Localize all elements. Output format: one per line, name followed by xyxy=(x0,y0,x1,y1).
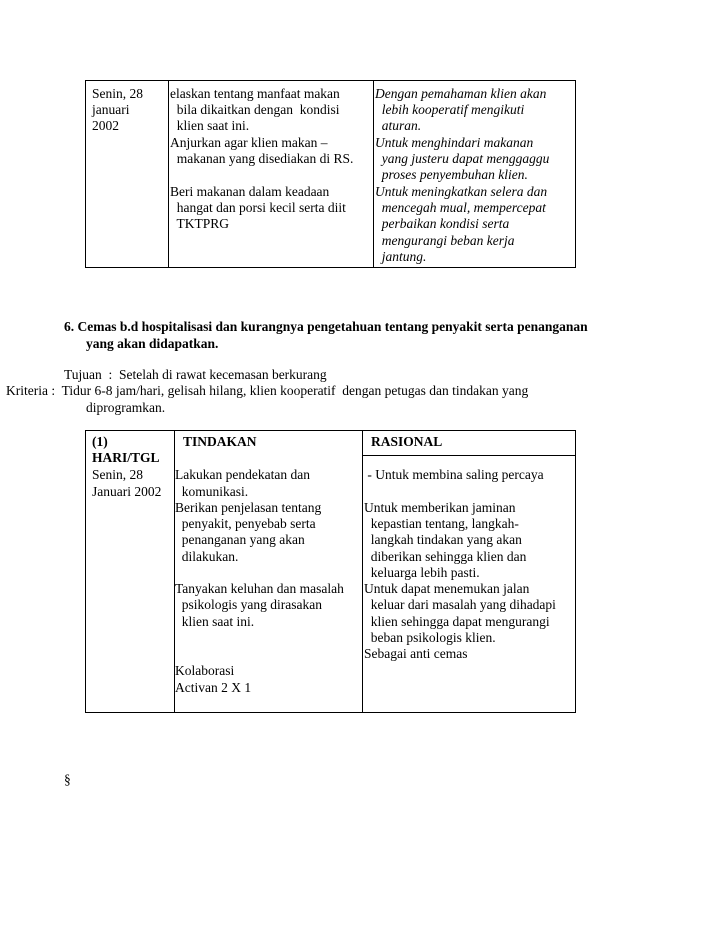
kriteria-line-1: Kriteria : Tidur 6-8 jam/hari, gelisah hilang, klien kooperatif dengan petugas dan tindakan yang xyxy=(6,383,529,398)
rationale-line: kepastian tentang, langkah- xyxy=(364,516,519,531)
table-1-divider-1 xyxy=(168,80,169,268)
rationale-line: yang justeru dapat menggaggu xyxy=(375,151,550,166)
action-line: dilakukan. xyxy=(175,549,239,564)
table-2-divider-2 xyxy=(362,430,363,713)
date-line: 2002 xyxy=(92,118,119,133)
date-line: januari xyxy=(92,102,130,117)
action-line: TKTPRG xyxy=(170,216,230,231)
action-line: komunikasi. xyxy=(175,484,249,499)
rationale-line: beban psikologis klien. xyxy=(364,630,496,645)
header-col3: RASIONAL xyxy=(371,434,443,449)
action-line: Kolaborasi xyxy=(175,663,235,678)
rationale-line: Sebagai anti cemas xyxy=(364,646,468,661)
date-line: Senin, 28 xyxy=(92,86,144,101)
header-col2: TINDAKAN xyxy=(183,434,257,449)
rationale-line: Untuk meningkatkan selera dan xyxy=(375,184,548,199)
action-line: Berikan penjelasan tentang xyxy=(175,500,322,515)
rationale-line: mencegah mual, mempercepat xyxy=(375,200,546,215)
action-line: Tanyakan keluhan dan masalah xyxy=(175,581,344,596)
rationale-line: aturan. xyxy=(375,118,422,133)
date-line: Senin, 28 xyxy=(92,467,144,482)
action-line: klien saat ini. xyxy=(175,614,255,629)
section-6-heading-line-1: 6. Cemas b.d hospitalisasi dan kurangnya pengetahuan tentang penyakit serta penanganan xyxy=(64,319,588,334)
rationale-line: keluarga lebih pasti. xyxy=(364,565,480,580)
rationale-line: lebih kooperatif mengikuti xyxy=(375,102,525,117)
action-line: psikologis yang dirasakan xyxy=(175,597,322,612)
rationale-line: Untuk dapat menemukan jalan xyxy=(364,581,530,596)
action-line: Lakukan pendekatan dan xyxy=(175,467,310,482)
table-1-divider-2 xyxy=(373,80,374,268)
rationale-line: Untuk memberikan jaminan xyxy=(364,500,516,515)
action-line: penyakit, penyebab serta xyxy=(175,516,316,531)
rationale-line: jantung. xyxy=(375,249,427,264)
section-6-heading-line-2: yang akan didapatkan. xyxy=(86,336,219,351)
rationale-line: mengurangi beban kerja xyxy=(375,233,515,248)
rationale-line: diberikan sehingga klien dan xyxy=(364,549,527,564)
rationale-line: Dengan pemahaman klien akan xyxy=(375,86,547,101)
rationale-line: - Untuk membina saling percaya xyxy=(364,467,544,482)
action-line: makanan yang disediakan di RS. xyxy=(170,151,354,166)
action-line: Activan 2 X 1 xyxy=(175,680,252,695)
action-line: hangat dan porsi kecil serta diit xyxy=(170,200,346,215)
table-2-header-divider-col3 xyxy=(362,455,576,456)
rationale-line: langkah tindakan yang akan xyxy=(364,532,522,547)
action-line: klien saat ini. xyxy=(170,118,250,133)
header-col1-line2: HARI/TGL xyxy=(92,450,160,465)
rationale-line: perbaikan kondisi serta xyxy=(375,216,510,231)
section-symbol: § xyxy=(64,772,71,787)
tujuan-line: Tujuan : Setelah di rawat kecemasan berkurang xyxy=(64,367,327,382)
action-line: elaskan tentang manfaat makan xyxy=(170,86,340,101)
rationale-line: klien sehingga dapat mengurangi xyxy=(364,614,550,629)
action-line: Beri makanan dalam keadaan xyxy=(170,184,330,199)
action-line: bila dikaitkan dengan kondisi xyxy=(170,102,340,117)
header-col1-line1: (1) xyxy=(92,434,108,449)
action-line: Anjurkan agar klien makan – xyxy=(170,135,328,150)
rationale-line: keluar dari masalah yang dihadapi xyxy=(364,597,556,612)
kriteria-line-2: diprogramkan. xyxy=(86,400,166,415)
rationale-line: Untuk menghindari makanan xyxy=(375,135,534,150)
action-line: penanganan yang akan xyxy=(175,532,305,547)
rationale-line: proses penyembuhan klien. xyxy=(375,167,528,182)
date-line: Januari 2002 xyxy=(92,484,162,499)
